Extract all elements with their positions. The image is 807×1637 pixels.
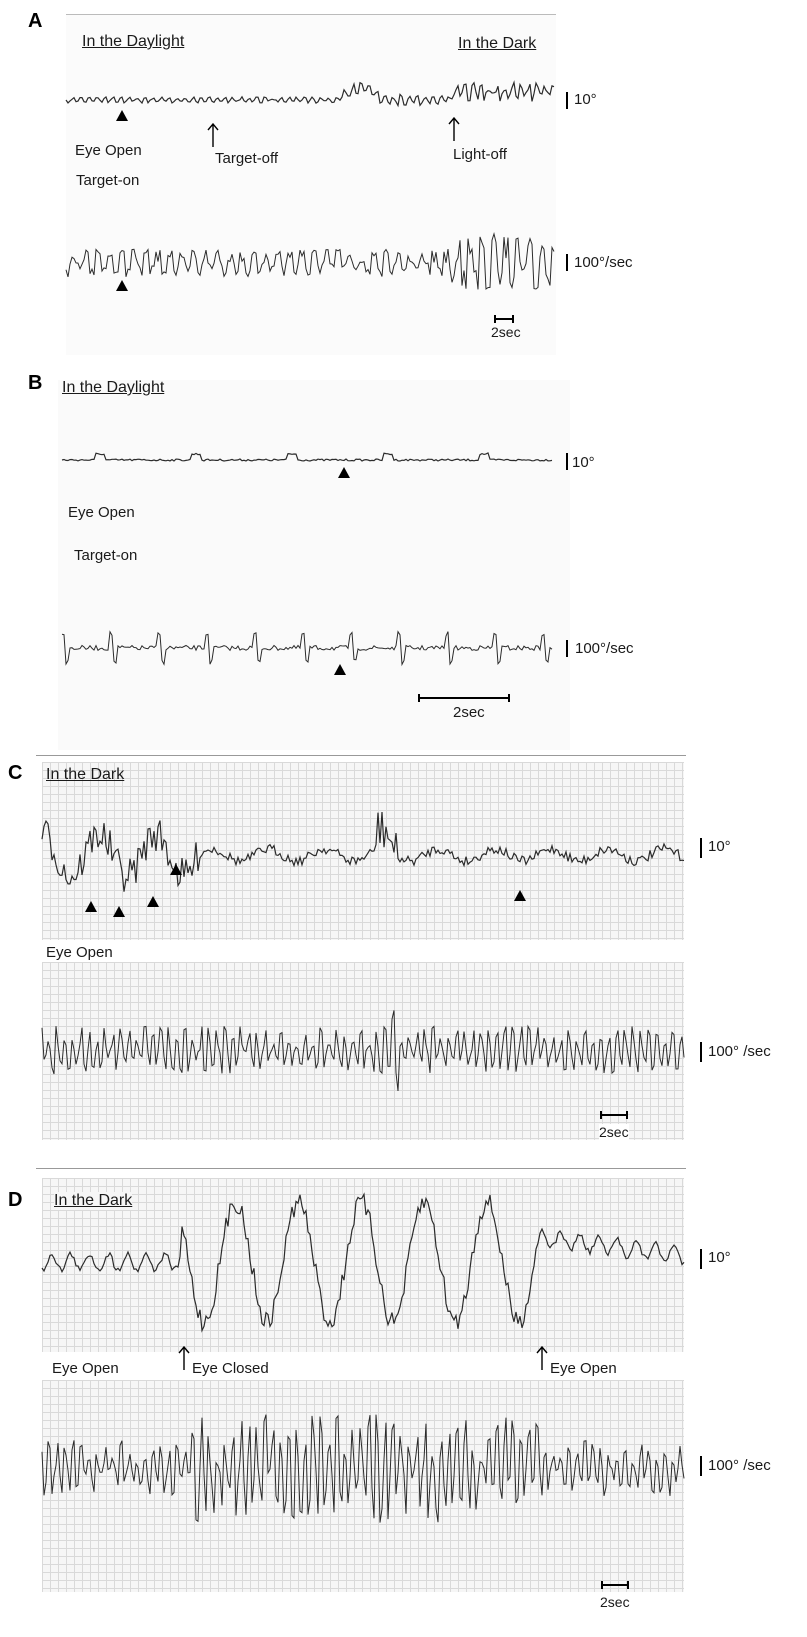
panel-d-velocity-trace bbox=[42, 1415, 684, 1523]
panel-b-time-scale-label: 2sec bbox=[453, 704, 485, 721]
panel-a-letter: A bbox=[28, 10, 43, 32]
panel-d-time-scale-label: 2sec bbox=[600, 1594, 630, 1610]
panel-d-velocity-scale-label: 100° /sec bbox=[708, 1457, 771, 1474]
panel-a-target-on-label: Target-on bbox=[76, 172, 140, 189]
panel-d-position-scale-label: 10° bbox=[708, 1249, 731, 1266]
panel-c-position-scale-label: 10° bbox=[708, 838, 731, 855]
panel-d-eye-closed-label: Eye Closed bbox=[192, 1360, 269, 1377]
panel-d-eye-closed-arrow bbox=[178, 1346, 190, 1370]
panel-b-letter: B bbox=[28, 372, 43, 394]
panel-a-position-scale-label: 10° bbox=[574, 91, 597, 108]
panel-a-target-off-label: Target-off bbox=[215, 150, 279, 167]
panel-d-position-trace bbox=[42, 1194, 684, 1330]
panel-a-eye-open-label: Eye Open bbox=[75, 142, 142, 159]
panel-a-time-scale-label: 2sec bbox=[491, 324, 521, 340]
panel-a-light-off-label: Light-off bbox=[453, 146, 507, 163]
panel-b-velocity-scale-label: 100°/sec bbox=[575, 640, 634, 657]
panel-a-condition-daylight: In the Daylight bbox=[82, 33, 185, 50]
panel-b-condition-daylight: In the Daylight bbox=[62, 379, 165, 396]
panel-d-eye-open-right-label: Eye Open bbox=[550, 1360, 617, 1377]
panel-d-letter: D bbox=[8, 1189, 23, 1211]
panel-d-eye-open-arrow bbox=[536, 1346, 548, 1370]
panel-b-target-on-label: Target-on bbox=[74, 547, 138, 564]
panel-c-eye-open-label: Eye Open bbox=[46, 944, 113, 961]
panel-d-eye-open-left-label: Eye Open bbox=[52, 1360, 119, 1377]
panel-d-velocity-scale-bar bbox=[700, 1456, 702, 1476]
panel-c-condition-dark: In the Dark bbox=[46, 766, 125, 783]
panel-c-letter: C bbox=[8, 762, 23, 784]
panel-c-velocity-scale-label: 100° /sec bbox=[708, 1043, 771, 1060]
panel-d-condition-dark: In the Dark bbox=[54, 1192, 133, 1209]
panel-d-position-scale-bar bbox=[700, 1249, 702, 1269]
panel-b-position-scale-label: 10° bbox=[572, 454, 595, 471]
panel-c-time-scale-label: 2sec bbox=[599, 1124, 629, 1140]
panel-a-condition-dark: In the Dark bbox=[458, 35, 537, 52]
panel-d-time-scale-bar bbox=[602, 1584, 628, 1586]
panel-a-velocity-scale-label: 100°/sec bbox=[574, 254, 633, 271]
panel-b-eye-open-label: Eye Open bbox=[68, 504, 135, 521]
